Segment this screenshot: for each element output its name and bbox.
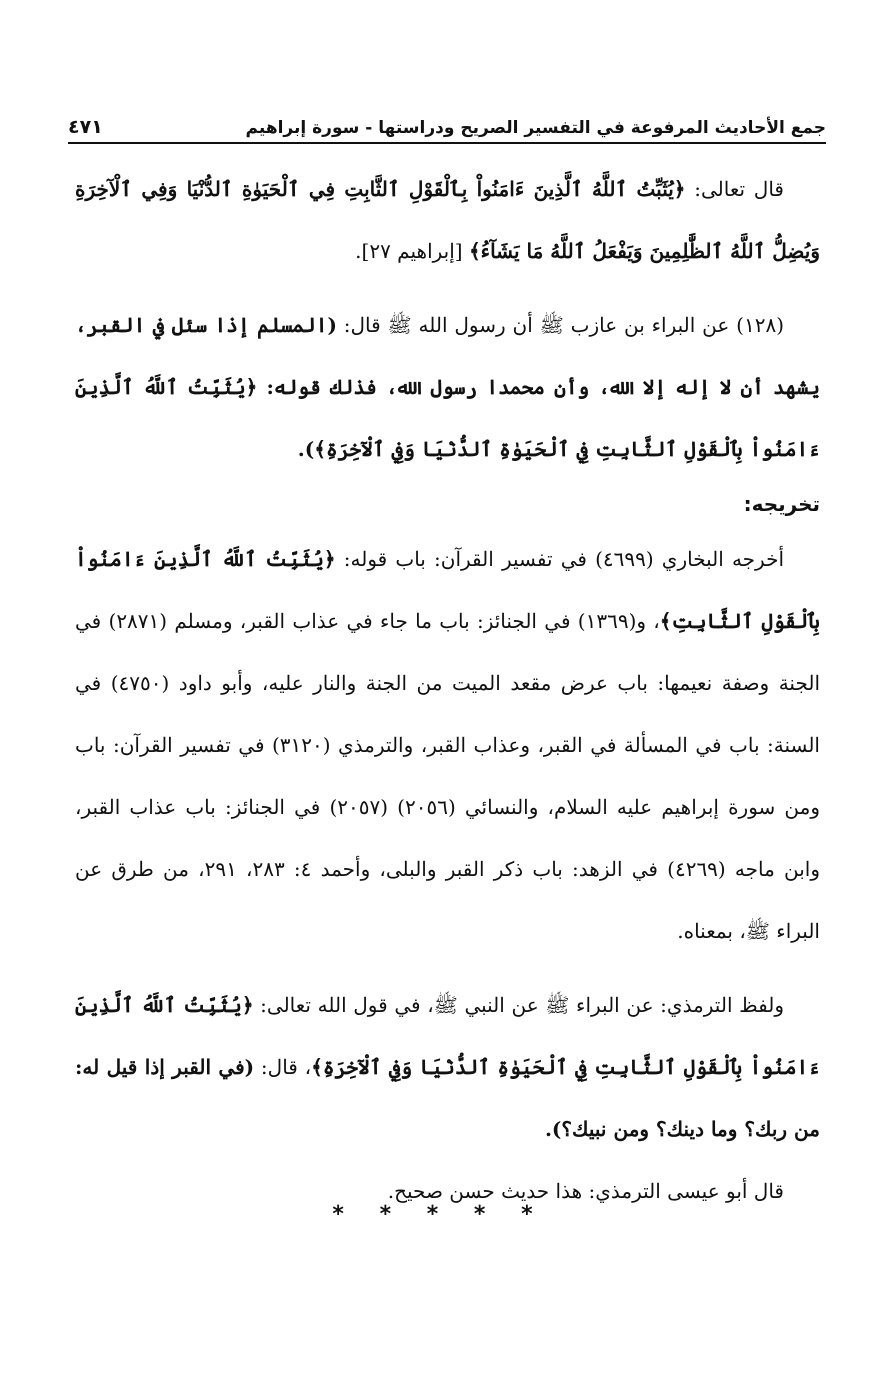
intro-ref: [إبراهيم ٢٧].: [355, 239, 469, 263]
intro-paragraph: [75, 158, 820, 282]
takhrij-p2-text-b: ، قال:: [254, 1055, 312, 1079]
hadith-text: (المسلم إذا سئل في القبر، يشهد أن لا إله إلا الله، وأن محمدا رسول الله، فذلك قوله:: [75, 313, 820, 399]
takhrij-p2-text-a: ولفظ الترمذي: عن البراء ﷺ عن النبي ﷺ، في قول الله تعالى:: [253, 993, 784, 1017]
page-number: ٤٧١: [68, 116, 103, 138]
section-separator-stars: * * * * *: [332, 1202, 547, 1227]
takhrij-p1-text-b: ، و(١٣٦٩) في الجنائز: باب ما جاء في عذاب القبر، ومسلم (٢٨٧١) في الجنة وصفة نعيمها: باب عرض مقعد الميت من الجنة والنار عليه، وأبو داود (٤٧٥٠) في السنة: باب في المسألة في القبر، وعذاب القبر، والترمذي (٣١٢٠) في تفسير القرآن: باب ومن سورة إبراهيم عليه السلام، والنسائي (٢٠٥٦) (٢٠٥٧) في الجنائز: باب عذاب القبر، وابن ماجه (٤٢٦٩) في الزهد: باب ذكر القبر والبلى، وأحمد ٤: ٢٨٣، ٢٩١، من طرق عن البراء ﷺ، بمعناه.: [75, 609, 821, 943]
takhrij-p2-quote: (في القبر إذا قيل له: من ربك؟ وما دينك؟ ومن نبيك؟).: [75, 1055, 820, 1141]
takhrij-paragraph-1: [75, 528, 820, 962]
takhrij-p1-text-a: أخرجه البخاري (٤٦٩٩) في تفسير القرآن: باب قوله:: [335, 547, 785, 571]
hadith-number-intro: (١٢٨) عن البراء بن عازب ﷺ أن رسول الله ﷺ قال:: [336, 313, 784, 337]
spacer: [75, 962, 820, 974]
intro-text: قال تعالى:: [685, 177, 784, 201]
running-header: [68, 112, 826, 144]
page-content: [75, 158, 820, 1222]
takhrij-heading: تخريجه:: [743, 492, 820, 516]
hadith-close: ).: [297, 437, 315, 461]
hadith-verse: ﴿يُثَبِّتُ ٱللَّهُ ٱلَّذِينَ ءَامَنُواْ بِٱلْقَوْلِ ٱلثَّابِتِ فِي ٱلْحَيَوٰةِ ٱلدُّنْيَا وَفِي ٱلْآخِرَةِ﴾: [75, 375, 820, 461]
header-title: جمع الأحاديث المرفوعة في التفسير الصريح ودراستها - سورة إبراهيم: [245, 118, 826, 138]
spacer: [75, 282, 820, 294]
takhrij-paragraph-2: [75, 974, 820, 1160]
takhrij-p2-verse: ﴿يُثَبِّتُ ٱللَّهُ ٱلَّذِينَ ءَامَنُواْ بِٱلْقَوْلِ ٱلثَّابِتِ فِي ٱلْحَيَوٰةِ ٱلدُّنْيَا وَفِي ٱلْآخِرَةِ﴾: [75, 993, 820, 1079]
takhrij-p1-verse: ﴿يُثَبِّتُ ٱللَّهُ ٱلَّذِينَ ءَامَنُواْ بِٱلْقَوْلِ ٱلثَّابِتِ﴾: [75, 547, 820, 633]
takhrij-paragraph-3: قال أبو عيسى الترمذي: هذا حديث حسن صحيح.: [387, 1179, 784, 1203]
intro-verse: ﴿يُثَبِّتُ ٱللَّهُ ٱلَّذِينَ ءَامَنُواْ بِٱلْقَوْلِ ٱلثَّابِتِ فِي ٱلْحَيَوٰةِ ٱلدُّنْيَا وَفِي ٱلْآخِرَةِ وَيُضِلُّ ٱللَّهُ ٱلظَّٰلِمِينَ وَيَفْعَلُ ٱللَّهُ مَا يَشَآءُ﴾: [75, 177, 820, 263]
hadith-paragraph: [75, 294, 820, 480]
